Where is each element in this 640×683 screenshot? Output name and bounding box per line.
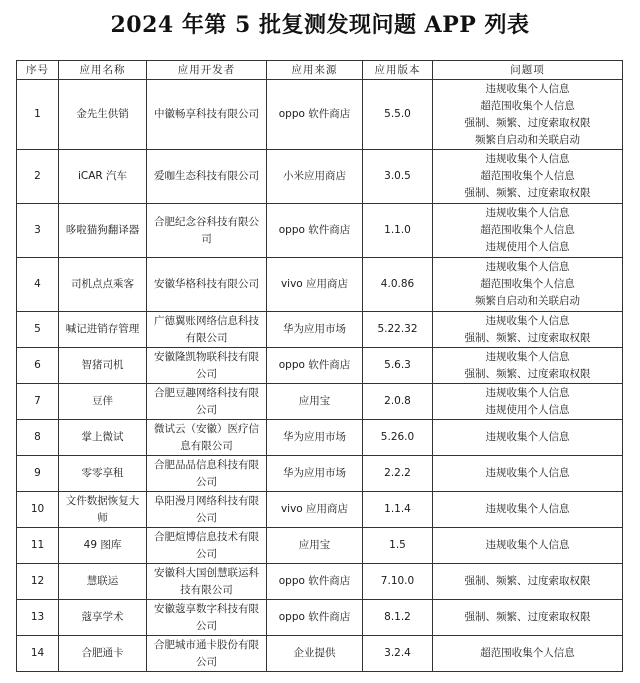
column-header-app-name: 应用名称 (59, 61, 147, 80)
cell-source: 应用宝 (267, 384, 363, 420)
table-row (17, 528, 623, 564)
cell-source: oppo 软件商店 (267, 204, 363, 258)
cell-no: 7 (17, 384, 59, 420)
cell-version: 2.2.2 (363, 456, 433, 492)
cell-no: 4 (17, 258, 59, 312)
cell-issues (433, 204, 623, 258)
cell-no: 5 (17, 312, 59, 348)
cell-issues (433, 80, 623, 150)
issue-item: 违规收集个人信息 (485, 82, 570, 95)
issue-item: 频繁自启动和关联启动 (475, 295, 580, 307)
cell-source: oppo 软件商店 (267, 80, 363, 150)
cell-version: 3.2.4 (363, 636, 433, 672)
cell-developer: 合肥品品信息科技有限公司 (147, 456, 267, 492)
cell-developer: 微试云（安徽）医疗信息有限公司 (147, 420, 267, 456)
issue-item: 强制、频繁、过度索取权限 (464, 116, 591, 129)
cell-issues (433, 312, 623, 348)
table-row (17, 150, 623, 204)
table-row (17, 348, 623, 384)
issue-item: 强制、频繁、过度索取权限 (464, 367, 591, 380)
cell-app-name: 49 图库 (59, 528, 147, 564)
cell-no: 13 (17, 600, 59, 636)
cell-developer: 安徽蔻享数字科技有限公司 (147, 600, 267, 636)
cell-no: 8 (17, 420, 59, 456)
cell-developer: 合肥煊博信息技术有限公司 (147, 528, 267, 564)
cell-developer: 安徽科大国创慧联运科技有限公司 (147, 564, 267, 600)
document-title: 2024 年第 5 批复测发现问题 APP 列表 (110, 12, 530, 38)
cell-version: 5.22.32 (363, 312, 433, 348)
cell-source: 华为应用市场 (267, 312, 363, 348)
issue-item: 超范围收集个人信息 (480, 224, 575, 236)
cell-no: 11 (17, 528, 59, 564)
cell-app-name: iCAR 汽车 (59, 150, 147, 204)
cell-developer: 合肥城市通卡股份有限公司 (147, 636, 267, 672)
column-header-issues: 问题项 (433, 61, 623, 80)
issue-item: 违规收集个人信息 (485, 261, 570, 273)
issue-item: 强制、频繁、过度索取权限 (464, 611, 591, 623)
cell-no: 6 (17, 348, 59, 384)
cell-version: 5.26.0 (363, 420, 433, 456)
column-header-source: 应用来源 (267, 61, 363, 80)
cell-app-name: 蔻享学术 (59, 600, 147, 636)
cell-version: 8.1.2 (363, 600, 433, 636)
cell-issues (433, 564, 623, 600)
cell-no: 12 (17, 564, 59, 600)
table-row (17, 600, 623, 636)
table-row (17, 384, 623, 420)
issue-item: 超范围收集个人信息 (480, 647, 575, 659)
issue-item: 超范围收集个人信息 (480, 99, 575, 112)
cell-no: 2 (17, 150, 59, 204)
cell-app-name: 豆伴 (59, 384, 147, 420)
cell-no: 9 (17, 456, 59, 492)
cell-version: 3.0.5 (363, 150, 433, 204)
issue-item: 超范围收集个人信息 (480, 170, 575, 182)
issue-item: 强制、频繁、过度索取权限 (464, 331, 591, 344)
cell-app-name: 喊记进销存管理 (59, 312, 147, 348)
issue-item: 违规收集个人信息 (485, 207, 570, 219)
issue-item: 频繁自启动和关联启动 (475, 133, 580, 146)
cell-developer: 安徽隆凯物联科技有限公司 (147, 348, 267, 384)
issue-item: 违规收集个人信息 (485, 350, 570, 363)
cell-issues (433, 456, 623, 492)
table-row (17, 636, 623, 672)
cell-source: oppo 软件商店 (267, 564, 363, 600)
issue-item: 违规使用个人信息 (485, 403, 570, 416)
cell-issues (433, 258, 623, 312)
table-row (17, 80, 623, 150)
cell-issues (433, 528, 623, 564)
cell-source: vivo 应用商店 (267, 492, 363, 528)
cell-developer: 广德翼账网络信息科技有限公司 (147, 312, 267, 348)
table-row (17, 312, 623, 348)
cell-version: 1.1.0 (363, 204, 433, 258)
app-list-table (16, 60, 623, 672)
cell-source: 华为应用市场 (267, 456, 363, 492)
cell-app-name: 文件数据恢复大师 (59, 492, 147, 528)
cell-no: 1 (17, 80, 59, 150)
table-body (17, 80, 623, 672)
cell-issues (433, 600, 623, 636)
cell-developer: 安徽华格科技有限公司 (147, 258, 267, 312)
cell-app-name: 司机点点乘客 (59, 258, 147, 312)
cell-source: oppo 软件商店 (267, 348, 363, 384)
cell-issues (433, 384, 623, 420)
issue-item: 违规收集个人信息 (485, 467, 570, 479)
cell-app-name: 合肥通卡 (59, 636, 147, 672)
cell-source: oppo 软件商店 (267, 600, 363, 636)
issue-item: 违规收集个人信息 (485, 503, 570, 515)
issue-item: 违规收集个人信息 (485, 539, 570, 551)
issue-item: 违规收集个人信息 (485, 153, 570, 165)
issue-item: 超范围收集个人信息 (480, 278, 575, 290)
column-header-no: 序号 (17, 61, 59, 80)
cell-version: 1.1.4 (363, 492, 433, 528)
cell-issues (433, 348, 623, 384)
cell-app-name: 哆啦猫狗翻译器 (59, 204, 147, 258)
cell-app-name: 智猪司机 (59, 348, 147, 384)
issue-item: 违规收集个人信息 (485, 314, 570, 327)
cell-source: 应用宝 (267, 528, 363, 564)
cell-version: 5.5.0 (363, 80, 433, 150)
table-row (17, 420, 623, 456)
cell-version: 5.6.3 (363, 348, 433, 384)
cell-version: 4.0.86 (363, 258, 433, 312)
cell-app-name: 金先生供销 (59, 80, 147, 150)
cell-app-name: 零零享租 (59, 456, 147, 492)
issue-item: 违规使用个人信息 (485, 241, 570, 253)
issue-item: 强制、频繁、过度索取权限 (464, 187, 591, 199)
issue-item: 违规收集个人信息 (485, 431, 570, 443)
column-header-developer: 应用开发者 (147, 61, 267, 80)
cell-developer: 阜阳漫月网络科技有限公司 (147, 492, 267, 528)
cell-app-name: 慧联运 (59, 564, 147, 600)
cell-developer: 爱咖生态科技有限公司 (147, 150, 267, 204)
table-row (17, 456, 623, 492)
cell-app-name: 掌上微试 (59, 420, 147, 456)
cell-no: 14 (17, 636, 59, 672)
issue-item: 违规收集个人信息 (485, 386, 570, 399)
cell-issues (433, 492, 623, 528)
cell-source: 企业提供 (267, 636, 363, 672)
table-header-row (17, 61, 623, 80)
cell-version: 2.0.8 (363, 384, 433, 420)
cell-source: vivo 应用商店 (267, 258, 363, 312)
cell-no: 10 (17, 492, 59, 528)
cell-developer: 中徽畅享科技有限公司 (147, 80, 267, 150)
cell-no: 3 (17, 204, 59, 258)
cell-issues (433, 636, 623, 672)
table-row (17, 258, 623, 312)
cell-developer: 合肥纪念谷科技有限公司 (147, 204, 267, 258)
cell-issues (433, 420, 623, 456)
cell-developer: 合肥豆趣网络科技有限公司 (147, 384, 267, 420)
table-row (17, 564, 623, 600)
issue-item: 强制、频繁、过度索取权限 (464, 575, 591, 587)
cell-version: 7.10.0 (363, 564, 433, 600)
column-header-version: 应用版本 (363, 61, 433, 80)
table-row (17, 492, 623, 528)
cell-issues (433, 150, 623, 204)
cell-version: 1.5 (363, 528, 433, 564)
cell-source: 华为应用市场 (267, 420, 363, 456)
cell-source: 小米应用商店 (267, 150, 363, 204)
table-row (17, 204, 623, 258)
